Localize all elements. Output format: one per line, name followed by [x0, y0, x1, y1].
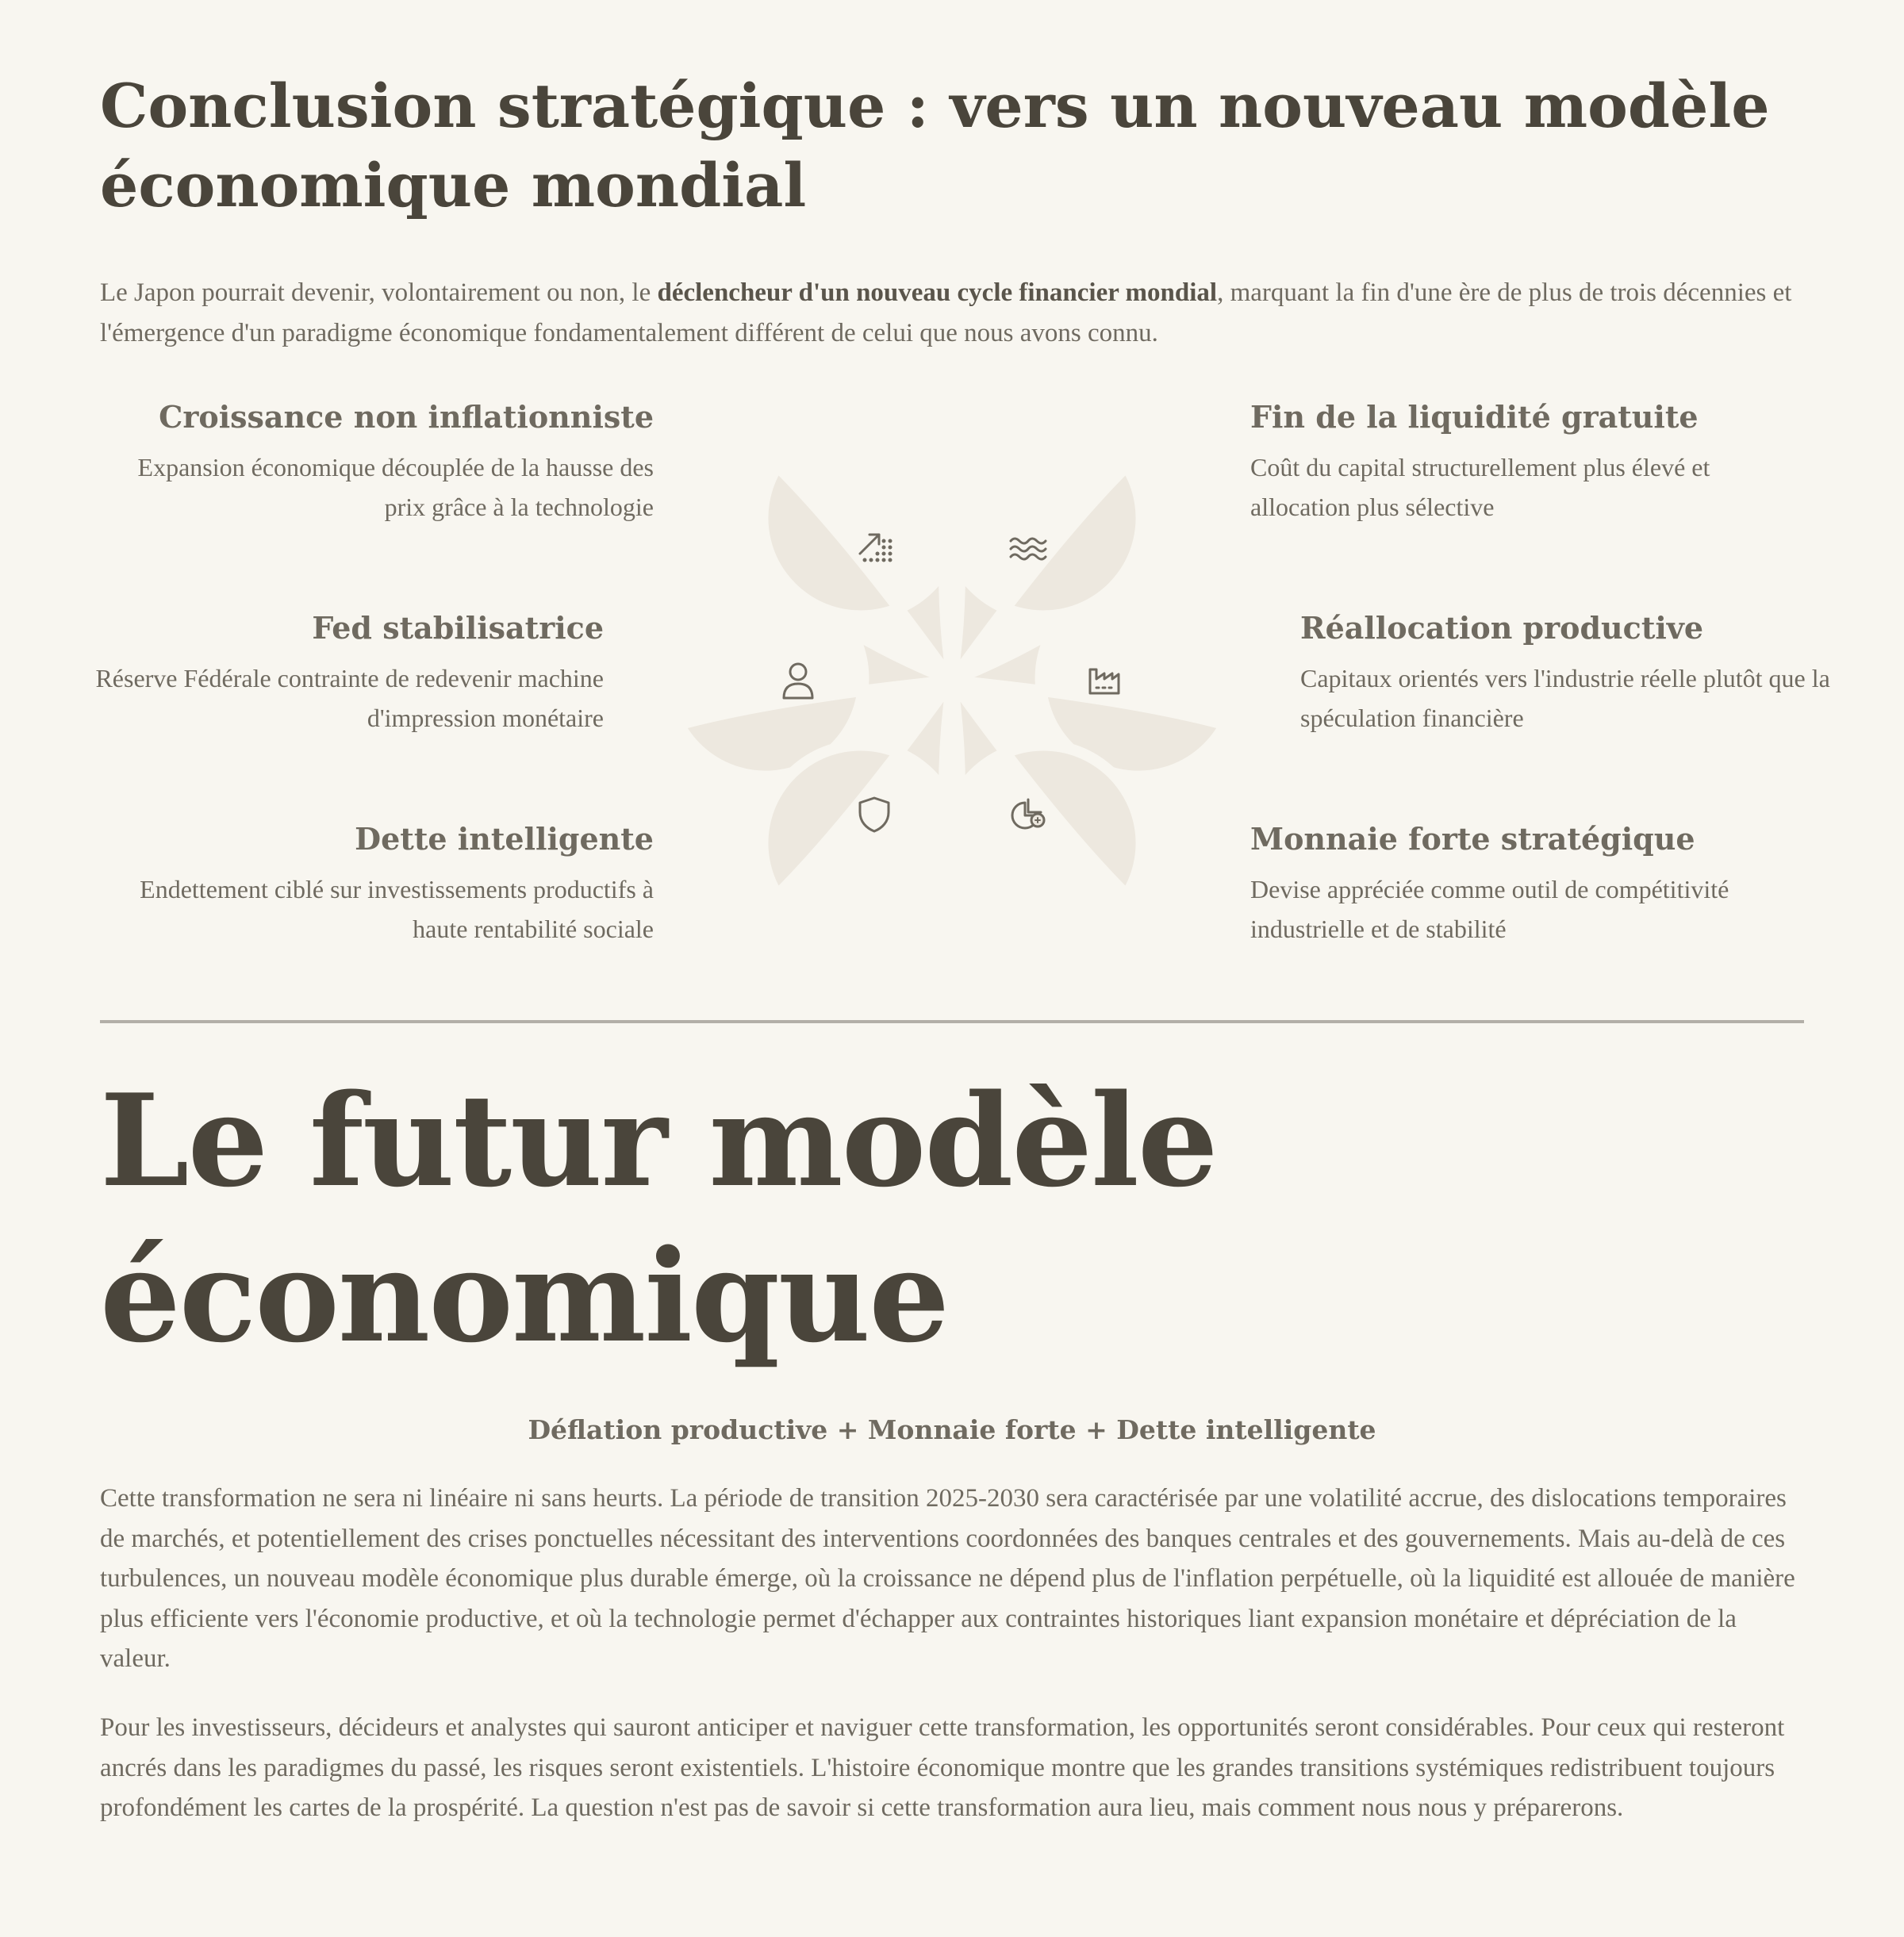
- pillar-text: Capitaux orientés vers l'industrie réelle plutôt que la spéculation financière: [1300, 664, 1830, 732]
- intro-text-end: , marquant la fin d'une ère de plus de trois décennies et l'émergence d'un paradigme économique fondamentalement différent de celui que nous avons connu.: [100, 278, 1792, 347]
- pillar-monnaie: [1250, 819, 1806, 949]
- pillar-text: Coût du capital structurellement plus élevé et allocation plus sélective: [1250, 453, 1710, 521]
- future-paragraph-1: Cette transformation ne sera ni linéaire ni sans heurts. La période de transition 2025-2030 sera caractérisée par une volatilité accrue, des dislocations temporaires de marchés, et potentiellement des crises ponctuelles nécessitant des interventions coordonnées des banques centrales et des gouvernements. Mais au-delà de ces turbulences, un nouveau modèle économique plus durable émerge, où la croissance ne dépend plus de l'inflation perpétuelle, où la liquidité est allouée de manière plus efficiente vers l'économie productive, et où la technologie permet d'échapper aux contraintes historiques liant expansion monétaire et dépréciation de la valeur.: [100, 1484, 1795, 1673]
- intro-text-start: Le Japon pourrait devenir, volontairement ou non, le: [100, 278, 658, 307]
- pillar-title: Croissance non inflationniste: [159, 399, 654, 435]
- page-title: Conclusion stratégique : vers un nouveau modèle économique mondial: [100, 71, 1770, 221]
- pillar-title: Monnaie forte stratégique: [1250, 821, 1695, 857]
- pillar-text: Réserve Fédérale contrainte de redevenir machine d'impression monétaire: [95, 664, 604, 732]
- future-paragraph-2: Pour les investisseurs, décideurs et analystes qui sauront anticiper et naviguer cette transformation, les opportunités seront considérables. Pour ceux qui resteront ancrés dans les paradigmes du passé, les risques seront existentiels. L'histoire économique montre que les grandes transitions systémiques redistribuent toujours profondément les cartes de la prospérité. La question n'est pas de savoir si cette transformation aura lieu, mais comment nous nous y préparerons.: [100, 1713, 1785, 1822]
- pillar-title: Réallocation productive: [1300, 610, 1704, 646]
- pillar-text: Devise appréciée comme outil de compétitivité industrielle et de stabilité: [1250, 875, 1729, 943]
- pillar-title: Fin de la liquidité gratuite: [1250, 399, 1699, 435]
- pillar-dette: [98, 819, 654, 949]
- future-formula: Déflation productive + Monnaie forte + Dette intelligente: [528, 1414, 1376, 1445]
- pillar-text: Endettement ciblé sur investissements productifs à haute rentabilité sociale: [140, 875, 654, 943]
- pillar-croissance: [98, 397, 654, 527]
- future-title: Le futur modèle économique: [100, 1066, 1217, 1371]
- pillar-reallocation: [1300, 608, 1856, 738]
- intro-text-bold: déclencheur d'un nouveau cycle financier mondial: [657, 278, 1218, 307]
- pillar-title: Dette intelligente: [355, 821, 654, 857]
- pillar-title: Fed stabilisatrice: [312, 610, 604, 646]
- pillar-liquidite: [1250, 397, 1806, 527]
- section-divider: [100, 1020, 1804, 1023]
- pillar-text: Expansion économique découplée de la hausse des prix grâce à la technologie: [137, 453, 654, 521]
- pillar-fed: [48, 608, 604, 738]
- factory-icon: [1090, 669, 1119, 693]
- person-icon: [784, 664, 812, 698]
